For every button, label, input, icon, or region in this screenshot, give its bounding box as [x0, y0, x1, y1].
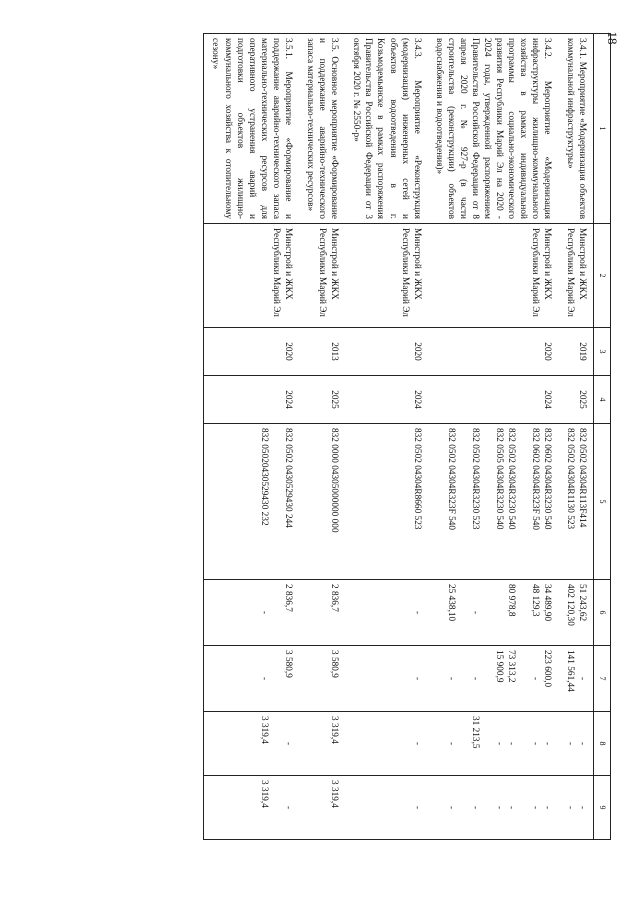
value-col-7-value — [457, 650, 469, 707]
budget-code-value: 832 0502 04304R1130 523 — [564, 428, 575, 530]
rotated-table-container — [113, 33, 611, 839]
header-row — [593, 34, 610, 840]
value-col-8-cell — [428, 712, 559, 776]
page-number: 18 — [605, 31, 620, 45]
col-header-3: 3 — [593, 328, 610, 376]
budget-code-value: 832 0502 04304R3230 540 — [506, 428, 517, 530]
value-col-8-value: - — [282, 741, 293, 746]
value-col-6-value — [270, 584, 282, 641]
budget-code-value: 832 0602 04304R3230 540 — [542, 428, 553, 530]
end-year-cell — [299, 376, 345, 424]
measure-name-text: 3.5.1. Мероприятие «Формирование и поддержание аварийно-технического запаса материально-технических ресурсов для оперативного устранения аварий и подготовки объектов жилищно-коммунального хозяйства к отопительному сезону» — [210, 38, 293, 219]
value-col-9-value: - — [282, 805, 293, 810]
value-col-6-value: - — [258, 610, 269, 615]
measure-name-text: 3.4.2. Мероприятие «Модернизация инфраструктуры жилищно-коммунального хозяйства в рамках индивидуальной программы социально-экономического развития Республики Марий Эл на 2020 - 2024 годы, утвержденной распоряжением Правительства Российской Федерации от 8 апреля 2020 г. № 927-р (в части строительства (реконструкции) объектов водоснабжения и водоотведения)» — [433, 38, 553, 219]
value-col-9-value — [517, 780, 529, 835]
value-col-9-value — [481, 780, 493, 835]
budget-code-value: 832 05020430529430 232 — [258, 428, 269, 526]
value-col-8-value: - — [506, 741, 517, 746]
measure-name-cell — [345, 34, 427, 224]
value-col-9-cell — [558, 776, 593, 840]
table-row — [299, 34, 345, 840]
end-year-text: 2024 — [282, 390, 293, 409]
executor-text: Минстрой и ЖКХ Республики Марий Эл — [317, 228, 340, 317]
budget-code-cell — [428, 424, 559, 580]
value-col-6-value — [493, 584, 505, 641]
end-year-cell — [428, 376, 559, 424]
value-col-9-value: - — [506, 805, 517, 810]
value-col-7-value: - — [446, 676, 457, 681]
value-col-8-value — [517, 716, 529, 771]
end-year-text: 2025 — [576, 390, 587, 409]
value-col-8-value: - — [494, 741, 505, 746]
col-header-1: 1 — [593, 34, 610, 224]
table-row — [558, 34, 593, 840]
value-col-7-value: 3 580,9 — [329, 650, 340, 678]
budget-code-value: 832 0502 04304R323F 540 — [446, 428, 457, 531]
budget-code-value: 832 0505 04304R3230 540 — [494, 428, 505, 530]
value-col-6-value: - — [470, 610, 481, 615]
value-col-9-value: 3 319,4 — [329, 780, 340, 808]
value-col-6-value: 51 243,62 — [576, 584, 587, 622]
value-col-7-value: - — [530, 676, 541, 681]
value-col-7-cell — [345, 646, 427, 712]
start-year-cell — [204, 328, 299, 376]
value-col-6-value: - — [411, 610, 422, 615]
value-col-9-value: - — [542, 805, 553, 810]
col-header-4: 4 — [593, 376, 610, 424]
value-col-6-cell — [345, 580, 427, 646]
value-col-8-cell — [204, 712, 299, 776]
executor-cell — [558, 224, 593, 328]
value-col-6-cell — [299, 580, 345, 646]
value-col-9-value: - — [530, 805, 541, 810]
value-col-9-cell — [299, 776, 345, 840]
measure-name-text: 3.4.3. Мероприятие «Реконструкция (модернизация) инженерных сетей и объектов водоотведения в г. Козьмодемьянске в рамках распоряжения Правительства Российской Федерации от 3 октября 2020 г. № 2550-р» — [351, 38, 422, 219]
budget-code-value: 832 0502 04304R113F414 — [576, 428, 587, 528]
value-col-6-value: 34 489,90 — [542, 584, 553, 622]
value-col-7-value — [481, 650, 493, 707]
measure-name-cell — [204, 34, 299, 224]
end-year-text: 2024 — [542, 390, 553, 409]
value-col-7-value: 15 900,9 — [494, 650, 505, 683]
budget-code-value — [270, 428, 282, 575]
value-col-6-value: 48 129,3 — [530, 584, 541, 617]
measure-name-text: 3.4.1. Мероприятие «Модернизация объектов коммунальной инфраструктуры» — [564, 38, 587, 219]
value-col-8-value: 3 319,4 — [258, 716, 269, 744]
value-col-9-value — [270, 780, 282, 835]
value-col-9-cell — [428, 776, 559, 840]
budget-code-cell — [345, 424, 427, 580]
budget-code-value — [517, 428, 529, 575]
value-col-6-value: 2 836,7 — [329, 584, 340, 612]
col-header-2: 2 — [593, 224, 610, 328]
value-col-8-value: 31 213,5 — [470, 716, 481, 749]
col-header-5: 5 — [593, 424, 610, 580]
value-col-9-cell — [345, 776, 427, 840]
value-col-8-value: - — [564, 741, 575, 746]
end-year-cell — [345, 376, 427, 424]
measure-name-cell — [428, 34, 559, 224]
value-col-8-value — [481, 716, 493, 771]
measure-name-text: 3.5. Основное мероприятие «Формирование и поддержание аварийно-технического запаса материально-технических ресурсов» — [305, 38, 340, 219]
value-col-9-value — [457, 780, 469, 835]
start-year-cell — [428, 328, 559, 376]
value-col-9-value: - — [576, 805, 587, 810]
value-col-7-cell — [204, 646, 299, 712]
table-row — [204, 34, 299, 840]
value-col-7-cell — [428, 646, 559, 712]
value-col-8-value: - — [576, 741, 587, 746]
value-col-8-cell — [558, 712, 593, 776]
executor-text: Минстрой и ЖКХ Республики Марий Эл — [564, 228, 587, 317]
budget-code-value: 832 0000 04305000000 000 — [329, 428, 340, 533]
value-col-7-value: 141 561,44 — [564, 650, 575, 692]
budget-code-cell — [299, 424, 345, 580]
value-col-8-value — [457, 716, 469, 771]
end-year-cell — [558, 376, 593, 424]
value-col-7-value — [270, 650, 282, 707]
end-year-text: 2025 — [329, 390, 340, 409]
start-year-text: 2020 — [282, 342, 293, 361]
budget-code-cell — [204, 424, 299, 580]
executor-cell — [428, 224, 559, 328]
budget-code-value: 832 0502 0430529430 244 — [282, 428, 293, 528]
budget-code-value: 832 0502 04304R3230 523 — [470, 428, 481, 530]
start-year-cell — [345, 328, 427, 376]
budget-code-value: 832 0502 04304R8660 523 — [411, 428, 422, 530]
value-col-7-value: - — [576, 676, 587, 681]
value-col-6-cell — [558, 580, 593, 646]
table-row — [428, 34, 559, 840]
value-col-6-cell — [428, 580, 559, 646]
value-col-6-value — [457, 584, 469, 641]
executor-cell — [299, 224, 345, 328]
value-col-8-value — [270, 716, 282, 771]
value-col-7-cell — [299, 646, 345, 712]
value-col-7-value: 73 313,2 — [506, 650, 517, 683]
value-col-6-value — [517, 584, 529, 641]
value-col-8-value: - — [542, 741, 553, 746]
end-year-cell — [204, 376, 299, 424]
budget-code-value: 832 0602 04304R323F 540 — [530, 428, 541, 531]
value-col-9-value: - — [446, 805, 457, 810]
executor-text: Минстрой и ЖКХ Республики Марий Эл — [399, 228, 422, 317]
value-col-6-cell — [204, 580, 299, 646]
value-col-8-value: 3 319,4 — [329, 716, 340, 744]
executor-text: Минстрой и ЖКХ Республики Марий Эл — [270, 228, 293, 317]
value-col-7-cell — [558, 646, 593, 712]
value-col-8-cell — [345, 712, 427, 776]
value-col-7-value: 223 600,0 — [542, 650, 553, 688]
value-col-8-value: - — [411, 741, 422, 746]
budget-code-cell — [558, 424, 593, 580]
col-header-7: 7 — [593, 646, 610, 712]
value-col-6-value — [481, 584, 493, 641]
measure-name-cell — [299, 34, 345, 224]
start-year-text: 2020 — [411, 342, 422, 361]
budget-code-value — [481, 428, 493, 575]
measure-name-cell — [558, 34, 593, 224]
start-year-text: 2019 — [576, 342, 587, 361]
executor-cell — [345, 224, 427, 328]
value-col-7-value: - — [411, 676, 422, 681]
value-col-8-cell — [299, 712, 345, 776]
start-year-text: 2013 — [329, 342, 340, 361]
value-col-9-value: - — [411, 805, 422, 810]
value-col-9-value: 3 319,4 — [258, 780, 269, 808]
value-col-7-value — [517, 650, 529, 707]
table-row — [345, 34, 427, 840]
value-col-8-value: - — [530, 741, 541, 746]
value-col-6-value: 25 438,10 — [446, 584, 457, 622]
value-col-8-value: - — [446, 741, 457, 746]
end-year-text: 2024 — [411, 390, 422, 409]
value-col-7-value: - — [258, 676, 269, 681]
value-col-6-value: 402 120,30 — [564, 584, 575, 626]
start-year-cell — [558, 328, 593, 376]
value-col-9-value: - — [564, 805, 575, 810]
budget-code-value — [457, 428, 469, 575]
value-col-9-value: - — [470, 805, 481, 810]
value-col-6-value: 80 978,8 — [506, 584, 517, 617]
budget-table — [203, 33, 611, 840]
executor-cell — [204, 224, 299, 328]
value-col-7-value: - — [470, 676, 481, 681]
value-col-9-value: - — [494, 805, 505, 810]
col-header-6: 6 — [593, 580, 610, 646]
value-col-7-value: 3 580,9 — [282, 650, 293, 678]
col-header-8: 8 — [593, 712, 610, 776]
value-col-6-value: 2 836,7 — [282, 584, 293, 612]
start-year-cell — [299, 328, 345, 376]
value-col-9-cell — [204, 776, 299, 840]
col-header-9: 9 — [593, 776, 610, 840]
executor-text: Минстрой и ЖКХ Республики Марий Эл — [530, 228, 553, 317]
start-year-text: 2020 — [542, 342, 553, 361]
